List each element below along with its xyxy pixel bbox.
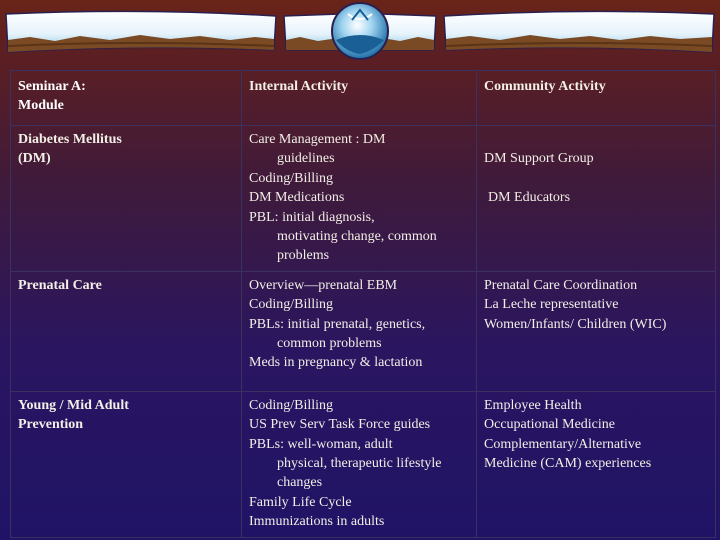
table-row bbox=[11, 391, 716, 537]
community-line: DM Educators bbox=[488, 190, 571, 206]
internal-line: PBLs: well-woman, adult bbox=[249, 436, 393, 452]
module-cell bbox=[11, 126, 242, 272]
internal-line: US Prev Serv Task Force guides bbox=[249, 417, 431, 433]
module-cell bbox=[11, 391, 242, 537]
header-community-activity: Community Activity bbox=[477, 71, 716, 126]
globe-emblem-icon bbox=[332, 3, 388, 59]
internal-line: Coding/Billing bbox=[249, 397, 334, 413]
community-line: Complementary/Alternative bbox=[484, 436, 642, 452]
module-line: Prevention bbox=[18, 417, 84, 433]
internal-line: Meds in pregnancy & lactation bbox=[249, 355, 423, 371]
internal-line: PBL: initial diagnosis, bbox=[249, 209, 375, 225]
table-row bbox=[11, 126, 716, 272]
community-activity-cell bbox=[477, 126, 716, 272]
header-banner bbox=[0, 0, 720, 70]
community-activity-cell bbox=[477, 391, 716, 537]
community-line: Employee Health bbox=[484, 397, 582, 413]
banner-panel-right bbox=[444, 11, 714, 52]
module-line: Young / Mid Adult bbox=[18, 397, 129, 413]
module-cell bbox=[11, 271, 242, 391]
community-line: Medicine (CAM) experiences bbox=[484, 456, 652, 472]
internal-activity-cell bbox=[242, 271, 477, 391]
internal-line: Coding/Billing bbox=[249, 170, 334, 186]
module-line: (DM) bbox=[18, 151, 51, 167]
internal-line: Care Management : DM bbox=[249, 132, 386, 147]
internal-activity-cell bbox=[242, 391, 477, 537]
community-line: DM Support Group bbox=[484, 151, 594, 167]
internal-line: physical, therapeutic lifestyle bbox=[277, 456, 442, 472]
banner-panel-left bbox=[6, 11, 276, 52]
internal-line: Coding/Billing bbox=[249, 297, 334, 313]
table-header-row bbox=[11, 71, 716, 126]
community-activity-cell bbox=[477, 271, 716, 391]
module-line: Diabetes Mellitus bbox=[18, 132, 122, 147]
header-module-line: Module bbox=[18, 98, 64, 114]
internal-line: Immunizations in adults bbox=[249, 514, 385, 530]
header-module-line: Seminar A: bbox=[18, 79, 86, 94]
internal-line: motivating change, common bbox=[277, 229, 437, 245]
internal-line: Overview—prenatal EBM bbox=[249, 277, 398, 293]
community-line: La Leche representative bbox=[484, 297, 619, 313]
internal-line: DM Medications bbox=[249, 190, 345, 206]
header-module bbox=[11, 71, 242, 126]
header-internal-activity: Internal Activity bbox=[242, 71, 477, 126]
internal-activity-cell bbox=[242, 126, 477, 272]
table-row bbox=[11, 271, 716, 391]
community-line: Prenatal Care Coordination bbox=[484, 277, 638, 293]
internal-line: Family Life Cycle bbox=[249, 494, 352, 510]
curriculum-table bbox=[10, 70, 716, 538]
community-line: Women/Infants/ Children (WIC) bbox=[484, 316, 667, 332]
internal-line: changes bbox=[277, 475, 323, 491]
internal-line: problems bbox=[277, 248, 330, 264]
module-line: Prenatal Care bbox=[18, 277, 102, 293]
community-line: Occupational Medicine bbox=[484, 417, 616, 433]
internal-line: common problems bbox=[277, 336, 382, 352]
internal-line: guidelines bbox=[277, 151, 335, 167]
internal-line: PBLs: initial prenatal, genetics, bbox=[249, 316, 426, 332]
